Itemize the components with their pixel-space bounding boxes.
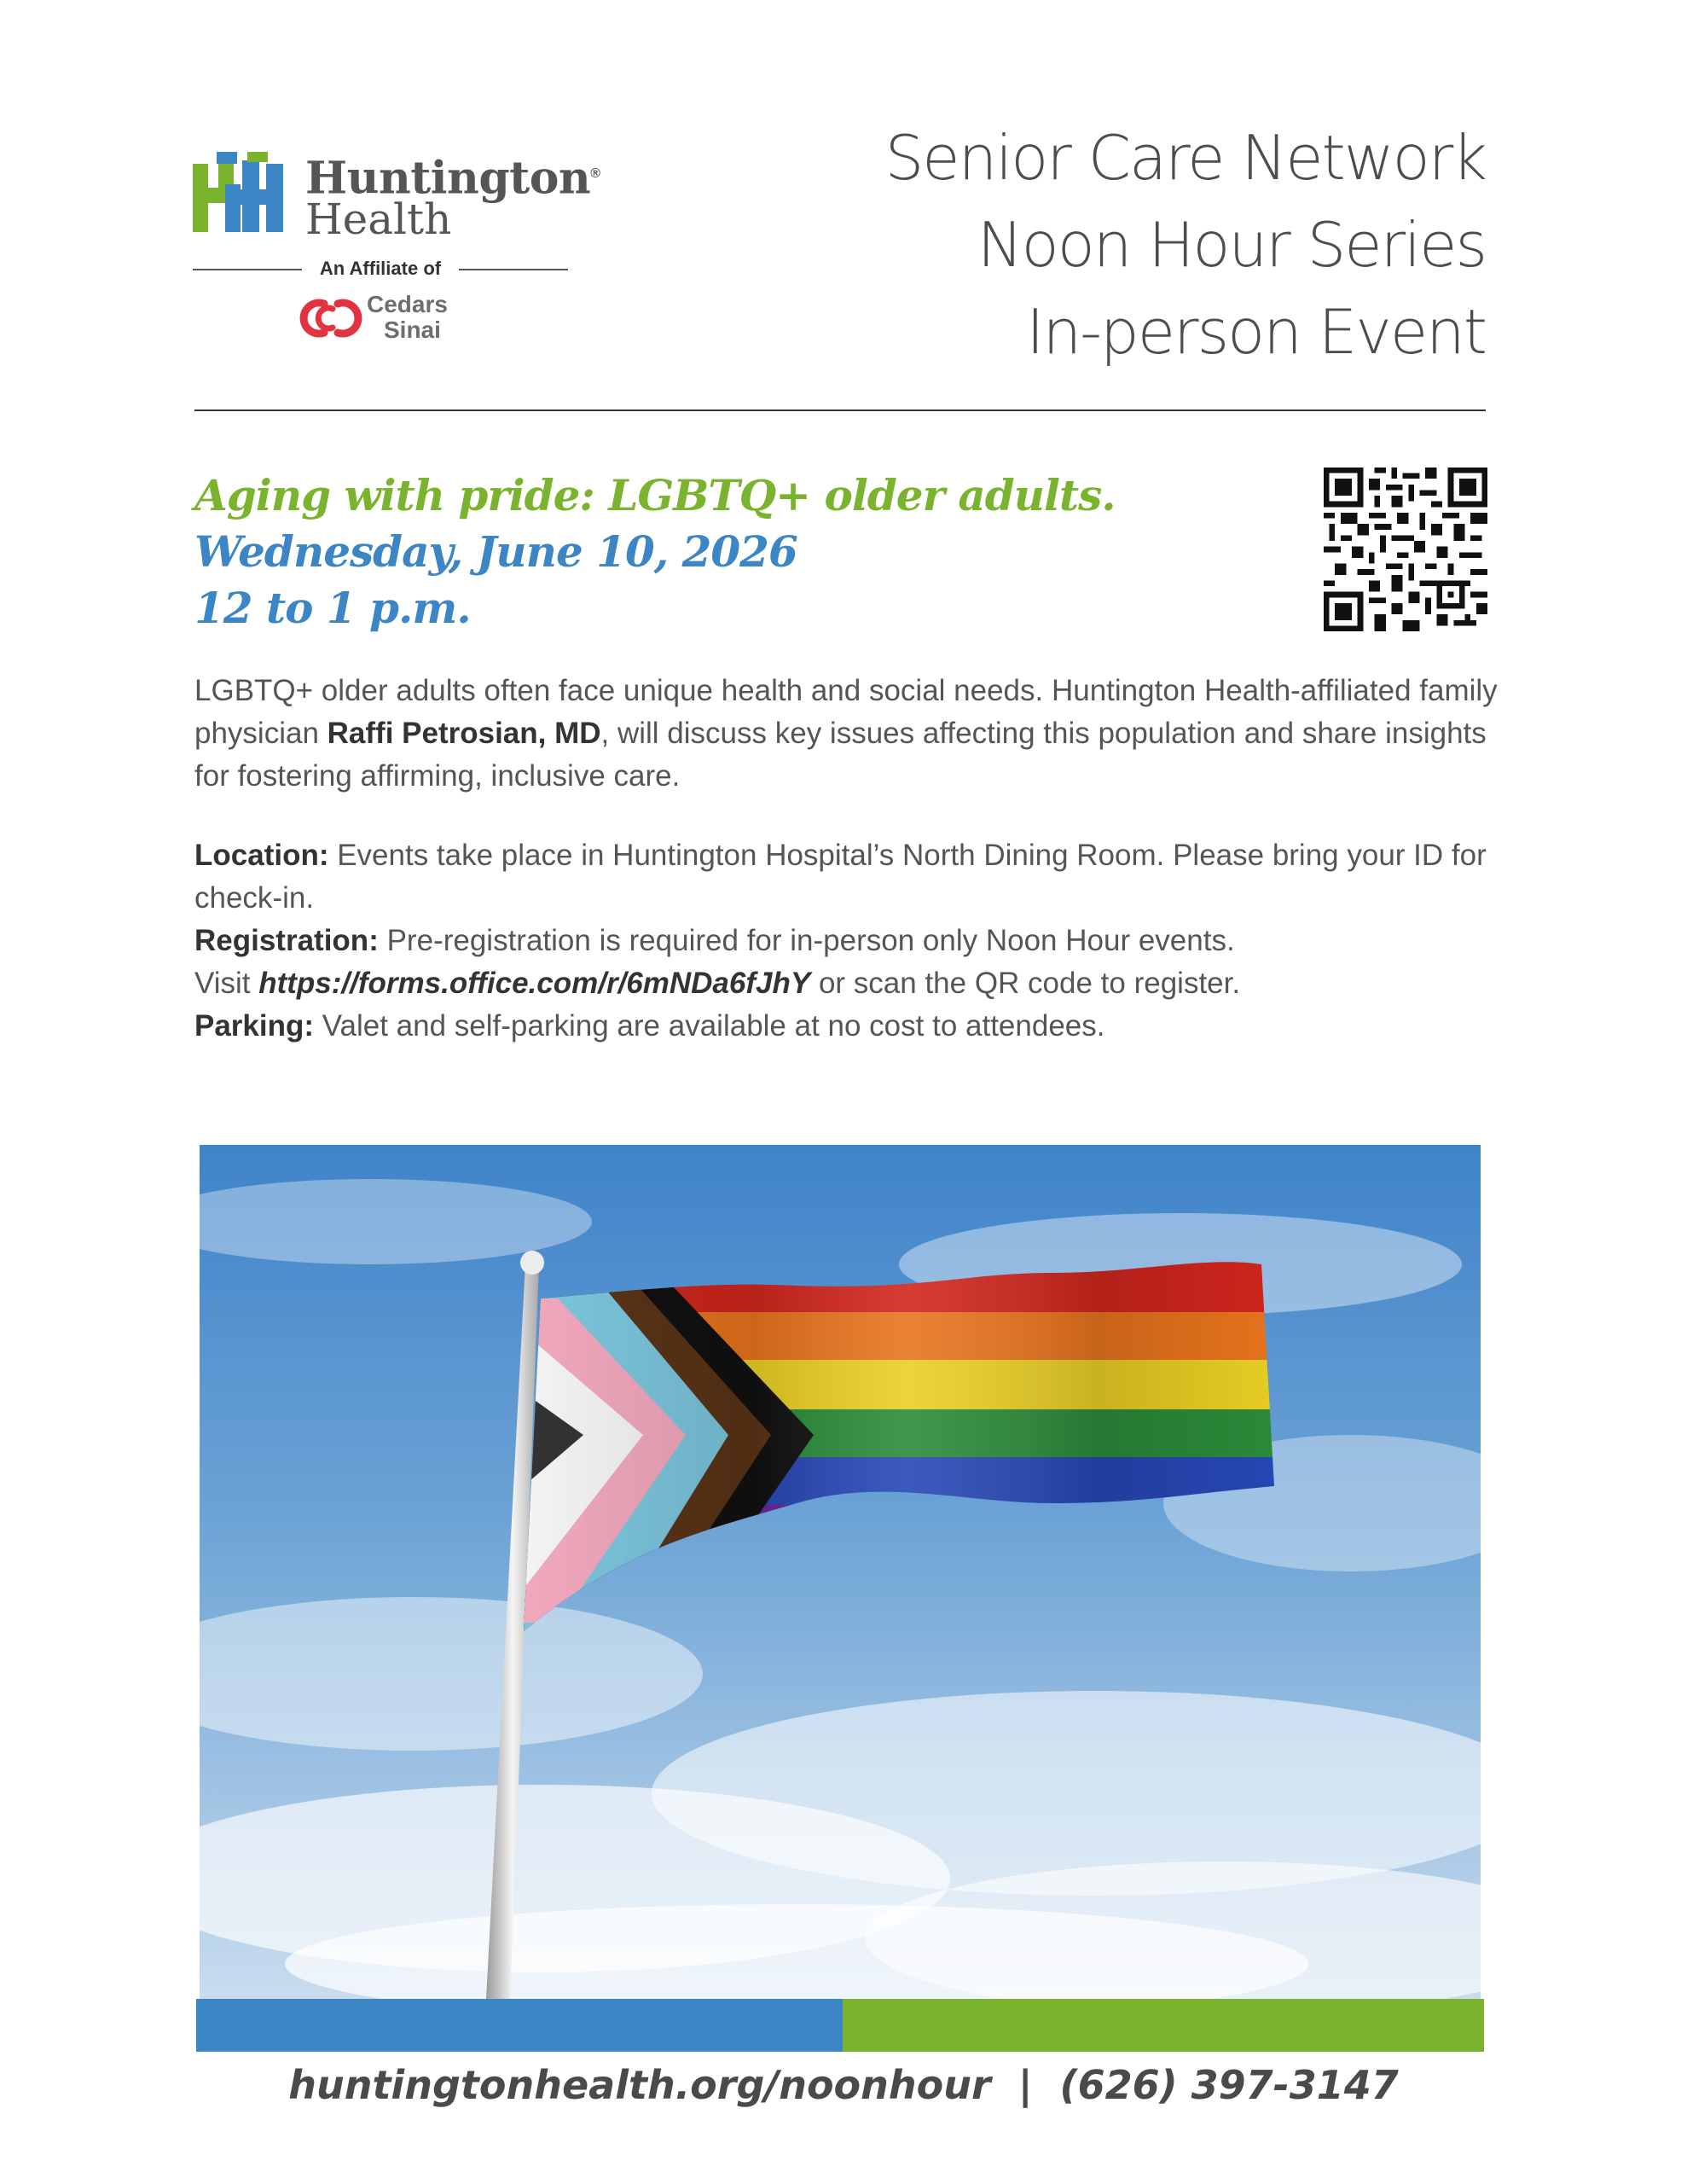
flagpole-finial [520,1251,544,1275]
affiliate-rule-right [459,269,568,270]
footer-bar-blue [196,1999,843,2052]
huntington-health-logo-icon [193,152,287,235]
event-date: Wednesday, June 10, 2026 [194,526,797,577]
header-divider [194,410,1486,411]
description-after: , will discuss key issues affecting this population and share insights for fostering affirming, inclusive care. [194,717,1487,793]
header-line1: Senior Care Network [884,122,1486,194]
event-details [194,834,1499,1048]
pride-flag-photo [200,1145,1481,1999]
footer-contact[interactable]: huntingtonhealth.org/noonhour | (626) 397-3147 [288,2062,1399,2108]
registration-paragraph [194,920,1499,962]
header-line3: In-person Event [1026,296,1486,368]
speaker-name: Raffi Petrosian, MD [327,717,601,750]
parking-label: Parking: [194,1009,315,1043]
qr-code-icon[interactable] [1324,468,1487,631]
registration-text: Pre-registration is required for in-person only Noon Hour events. [378,924,1235,957]
location-label: Location: [194,839,329,872]
event-description [194,670,1499,798]
series-header [885,114,1486,375]
partner-line2: Sinai [384,317,441,343]
partner-line1: Cedars [367,291,448,317]
registration-label: Registration: [194,924,379,957]
brand-name: Huntington® [305,152,600,205]
footer-bar-green [843,1999,1484,2052]
location-text: Events take place in Huntington Hospital’s North Dining Room. Please bring your ID for check-in. [194,839,1487,915]
cedars-sinai-text [367,292,448,343]
header-line2: Noon Hour Series [977,209,1486,281]
brand-sub: Health [305,195,452,244]
parking-paragraph [194,1005,1499,1048]
event-time: 12 to 1 p.m. [194,583,471,633]
visit-suffix: or scan the QR code to register. [810,967,1241,1000]
registration-link[interactable]: https://forms.office.com/r/6mNDa6fJhY [258,967,811,1000]
cedars-sinai-logo-icon [299,293,363,343]
event-title: Aging with pride: LGBTQ+ older adults. [194,470,1116,520]
affiliate-text: An Affiliate of [319,258,442,279]
visit-paragraph [194,962,1499,1005]
parking-text: Valet and self-parking are available at no cost to attendees. [314,1009,1105,1043]
affiliate-line [193,256,568,282]
visit-prefix: Visit [194,967,259,1000]
description-before: LGBTQ+ older adults often face unique health and social needs. Huntington Health-affiliated family physician [194,674,1498,750]
location-paragraph [194,834,1499,920]
